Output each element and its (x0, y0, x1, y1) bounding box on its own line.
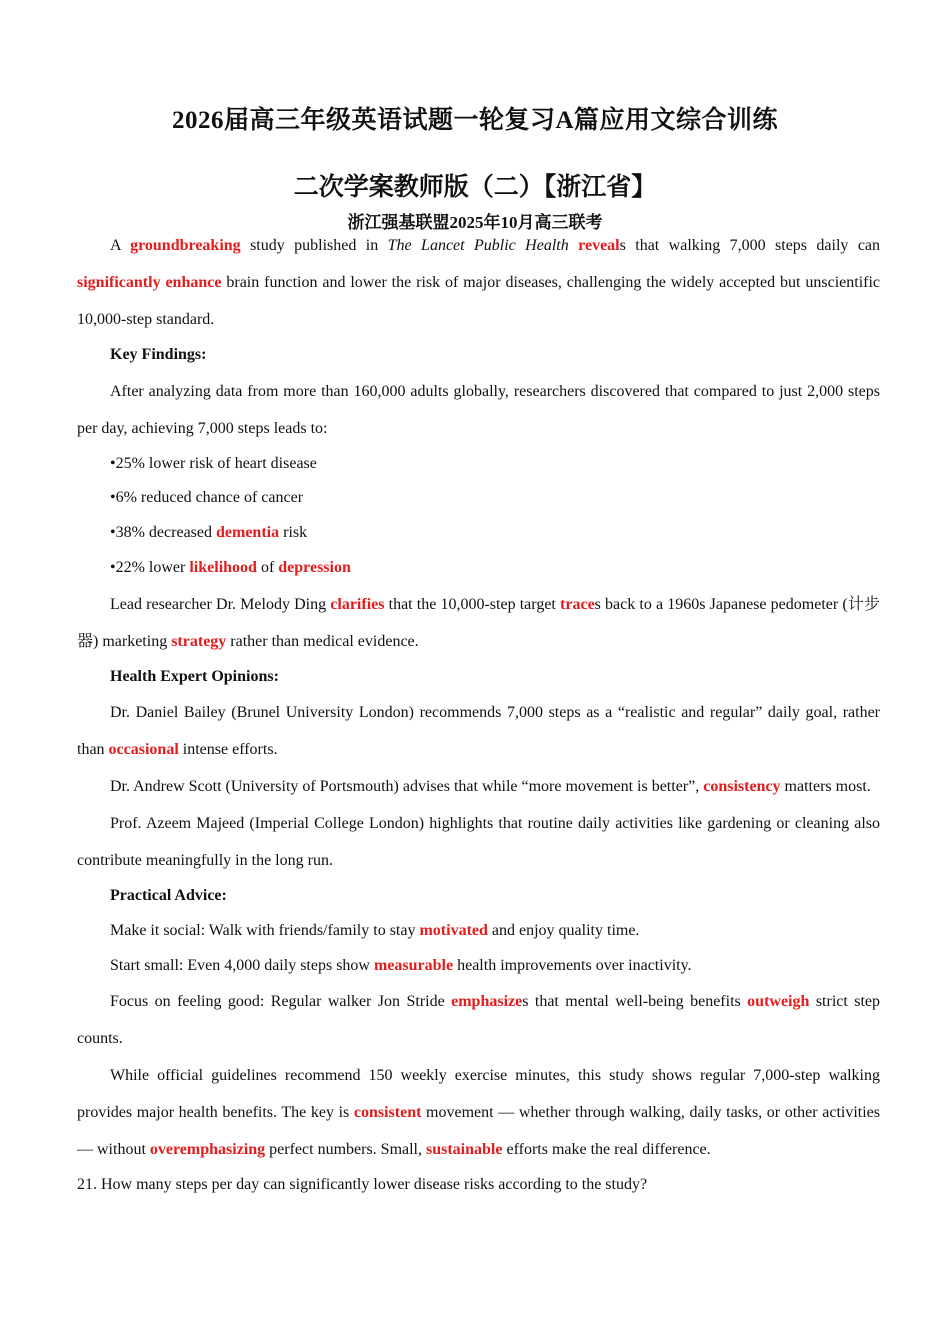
paragraph-findings: After analyzing data from more than 160,000 adults globally, researchers discovered that compared to just 2,000 steps per day, achieving 7,000 steps leads to: (77, 382, 880, 437)
keyword: clarifies (330, 595, 385, 613)
keyword: sustainable (426, 1141, 503, 1159)
bullet-heart: •25% lower risk of heart disease (110, 454, 317, 472)
heading-practical-advice: Practical Advice: (110, 887, 227, 905)
paragraph-researcher: Lead researcher Dr. Melody Ding clarifies that the 10,000-step target traces back to a 1960s Japanese pedometer (计步器) marketing strategy rather than medical evidence. (77, 595, 880, 650)
keyword: emphasize (451, 993, 523, 1011)
exam-subtitle: 浙江强基联盟2025年10月高三联考 (347, 213, 603, 232)
bullet-cancer: •6% reduced chance of cancer (110, 489, 304, 507)
keyword: consistency (703, 778, 781, 796)
keyword: depression (278, 558, 351, 576)
keyword: outweigh (747, 993, 810, 1011)
paragraph-conclusion: While official guidelines recommend 150 weekly exercise minutes, this study shows regular 7,000-step walking provides major health benefits. The key is consistent movement — whether through walking, daily tasks, or other activities — without overemphasizing perfect numbers. Small, sustainable efforts make the real difference. (77, 1067, 880, 1159)
paragraph-scott: Dr. Andrew Scott (University of Portsmouth) advises that while “more movement is better”, consistency matters most. (110, 778, 871, 796)
keyword: occasional (108, 741, 179, 759)
keyword: motivated (419, 921, 488, 939)
keyword: strategy (171, 632, 227, 650)
heading-key-findings: Key Findings: (110, 346, 207, 363)
question-21: 21. How many steps per day can significantly lower disease risks according to the study? (77, 1176, 648, 1194)
keyword: measurable (373, 956, 454, 974)
article-body (77, 227, 880, 1203)
keyword: consistent (353, 1104, 422, 1122)
keyword: overemphasizing (149, 1141, 266, 1159)
advice-feeling-good: Focus on feeling good: Regular walker Jon Stride emphasizes that mental well-being benefits outweigh strict step counts. (77, 993, 881, 1048)
journal-name: The Lancet Public Health (387, 237, 569, 254)
paragraph-majeed: Prof. Azeem Majeed (Imperial College London) highlights that routine daily activities like gardening or cleaning also contribute meaningfully in the long run. (77, 815, 880, 870)
paragraph-bailey: Dr. Daniel Bailey (Brunel University London) recommends 7,000 steps as a “realistic and regular” daily goal, rather than occasional intense efforts. (77, 704, 880, 759)
title-line-1: 2026届高三年级英语试题一轮复习A篇应用文综合训练 (171, 107, 779, 134)
keyword: reveal (578, 237, 620, 254)
keyword: groundbreaking (130, 237, 241, 254)
advice-social: Make it social: Walk with friends/family to stay motivated and enjoy quality time. (110, 921, 640, 939)
heading-expert-opinions: Health Expert Opinions: (110, 667, 279, 685)
bullet-depression: •22% lower likelihood of depression (110, 558, 351, 576)
paragraph-intro: A groundbreaking study published in The Lancet Public Health reveals that walking 7,000 steps daily can significantly enhance brain function and lower the risk of major diseases, challenging the widely accepted but unscientific 10,000-step standard. (77, 237, 881, 328)
keyword: dementia (216, 524, 280, 542)
bullet-dementia: •38% decreased dementia risk (110, 524, 308, 542)
keyword: trace (560, 595, 595, 613)
title-line-2: 二次学案教师版（二）【浙江省】 (293, 174, 657, 201)
keyword: likelihood (189, 558, 257, 576)
keyword: significantly enhance (77, 274, 222, 291)
advice-start-small: Start small: Even 4,000 daily steps show measurable health improvements over inactivity. (110, 956, 692, 974)
